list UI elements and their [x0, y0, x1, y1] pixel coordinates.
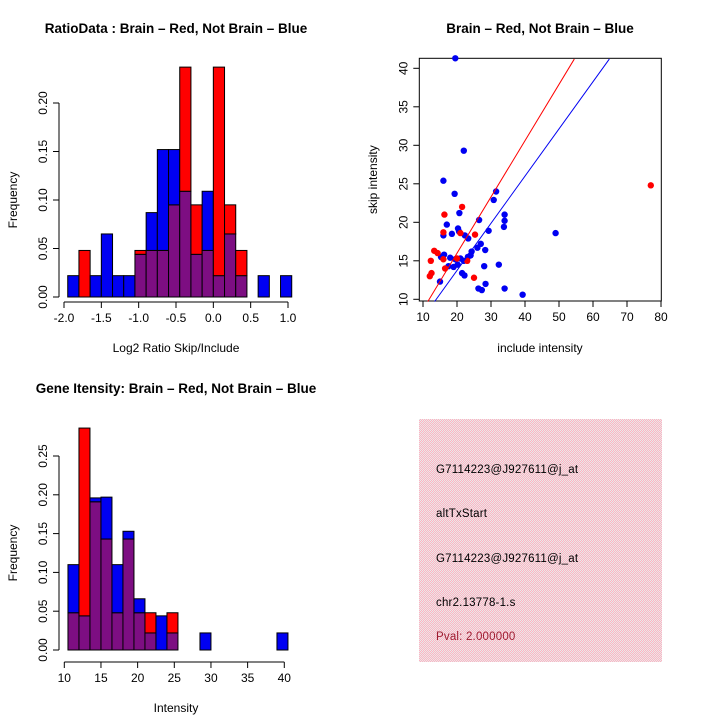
histogram-bar-overlap — [213, 276, 224, 297]
histogram-bar-overlap — [101, 539, 112, 650]
x-tick-label: -1.5 — [90, 311, 112, 325]
histogram-bar-overlap — [90, 502, 101, 650]
ratio-histogram-chart — [0, 0, 360, 360]
x-tick-label: 50 — [552, 310, 566, 324]
scatter-point-blue — [461, 272, 467, 278]
probe-id-line-1: G7114223@J927611@j_at — [436, 464, 579, 476]
scatter-point-red — [428, 270, 434, 276]
histogram-bar — [157, 150, 168, 251]
histogram-bar-overlap — [123, 539, 134, 650]
histogram-bar — [169, 150, 180, 205]
x-tick-label: 80 — [654, 310, 668, 324]
y-tick-label: 0.05 — [36, 599, 50, 623]
histogram-bar — [180, 67, 191, 191]
x-tick-label: 40 — [277, 671, 291, 685]
plot-title: Gene Itensity: Brain – Red, Not Brain – Blue — [35, 381, 317, 396]
histogram-bar — [236, 250, 247, 275]
y-tick-label: 0.10 — [36, 560, 50, 585]
histogram-bar-overlap — [202, 250, 213, 297]
y-tick-label: 0.00 — [36, 285, 50, 309]
histogram-bar — [225, 205, 236, 234]
scatter-point-blue — [501, 218, 507, 224]
histogram-bar-overlap — [146, 250, 157, 297]
scatter-point-blue — [496, 261, 502, 267]
pval-line: Pval: 2.000000 — [436, 631, 516, 643]
x-tick-label: 40 — [518, 310, 532, 324]
scatter-point-red — [648, 182, 654, 188]
histogram-bar — [101, 497, 112, 539]
x-tick-label: 60 — [586, 310, 600, 324]
scatter-point-red — [440, 229, 446, 235]
histogram-bar — [79, 250, 90, 297]
scatter-point-blue — [479, 287, 485, 293]
x-tick-label: 0.5 — [242, 311, 260, 325]
y-tick-label: 0.20 — [36, 483, 50, 507]
histogram-bar-overlap — [68, 613, 79, 650]
histogram-bar — [135, 250, 146, 254]
scatter-point-red — [440, 256, 446, 262]
panel-ratio-histogram — [0, 0, 360, 360]
histogram-bar — [191, 205, 202, 254]
scatter-point-blue — [482, 247, 488, 253]
scatter-point-blue — [451, 191, 457, 197]
histogram-bar — [90, 498, 101, 502]
plot-title: Brain – Red, Not Brain – Blue — [446, 21, 634, 36]
scatter-point-blue — [485, 228, 491, 234]
histogram-bar — [68, 276, 79, 297]
y-tick-label: 10 — [396, 292, 411, 306]
histogram-bar — [213, 67, 224, 276]
histogram-bar-overlap — [169, 205, 180, 297]
y-tick-label: 30 — [396, 138, 411, 152]
intensity-scatter-chart — [360, 0, 720, 360]
histogram-bar-overlap — [145, 633, 156, 650]
y-axis-label: Frequency — [6, 171, 20, 229]
y-tick-label: 0.05 — [36, 236, 50, 261]
histogram-bar-overlap — [134, 613, 145, 650]
histogram-bar — [281, 276, 292, 297]
x-axis-label: Log2 Ratio Skip/Include — [112, 341, 240, 355]
scatter-point-blue — [440, 178, 446, 184]
y-axis-label: Frequency — [6, 524, 20, 582]
fit-line-blue — [435, 59, 610, 302]
y-tick-label: 25 — [396, 177, 411, 191]
locus-line: chr2.13778-1.s — [436, 597, 516, 609]
histogram-bar — [101, 234, 112, 297]
probe-id-line-2: G7114223@J927611@j_at — [436, 553, 579, 565]
y-tick-label: 0.15 — [36, 521, 50, 546]
histogram-bar-overlap — [112, 613, 123, 650]
panel-intensity-scatter — [360, 0, 720, 360]
scatter-point-red — [457, 230, 463, 236]
histogram-bar-overlap — [236, 276, 247, 297]
x-tick-label: 30 — [484, 310, 498, 324]
scatter-point-blue — [452, 55, 458, 61]
scatter-point-blue — [501, 211, 507, 217]
x-axis-label: include intensity — [497, 341, 583, 355]
x-tick-label: 20 — [130, 671, 145, 685]
histogram-bar — [112, 565, 123, 613]
x-tick-label: 20 — [450, 310, 464, 324]
scatter-point-blue — [456, 210, 462, 216]
x-tick-label: 35 — [240, 671, 255, 685]
x-tick-label: 0.0 — [204, 311, 222, 325]
histogram-bar — [113, 276, 124, 297]
histogram-bar-overlap — [180, 191, 191, 297]
x-tick-label: 10 — [416, 310, 430, 324]
y-tick-label: 0.25 — [36, 444, 50, 468]
histogram-bar — [202, 191, 213, 250]
x-tick-label: -2.0 — [53, 311, 75, 325]
y-tick-label: 20 — [396, 215, 411, 229]
scatter-point-blue — [519, 291, 525, 297]
scatter-point-blue — [491, 197, 497, 203]
histogram-bar — [277, 633, 288, 650]
histogram-bar-overlap — [167, 633, 178, 650]
y-tick-label: 0.10 — [36, 188, 50, 212]
scatter-point-blue — [501, 224, 507, 230]
x-tick-label: 10 — [57, 671, 71, 685]
panel-gene-intensity-histogram — [0, 360, 360, 720]
event-type-line: altTxStart — [436, 508, 488, 520]
histogram-bar-overlap — [191, 254, 202, 297]
scatter-point-red — [464, 258, 470, 264]
scatter-point-blue — [552, 230, 558, 236]
x-tick-label: 30 — [204, 671, 218, 685]
y-tick-label: 15 — [396, 254, 411, 268]
histogram-bar — [167, 613, 178, 633]
histogram-bar — [145, 613, 156, 633]
histogram-bar — [258, 276, 269, 297]
x-tick-label: 70 — [620, 310, 634, 324]
histogram-bar — [134, 599, 145, 613]
scatter-point-red — [434, 250, 440, 256]
y-tick-label: 0.20 — [36, 91, 50, 115]
histogram-bar — [200, 633, 211, 650]
scatter-point-red — [441, 211, 447, 217]
histogram-bar — [124, 276, 135, 297]
gene-info-card — [419, 419, 662, 662]
x-tick-label: -0.5 — [165, 311, 187, 325]
scatter-point-blue — [481, 263, 487, 269]
scatter-point-blue — [501, 285, 507, 291]
scatter-point-blue — [482, 281, 488, 287]
histogram-bar — [79, 428, 90, 616]
histogram-bar-overlap — [79, 616, 90, 650]
y-axis-label: skip intensity — [366, 145, 380, 215]
scatter-point-red — [472, 231, 478, 237]
scatter-point-blue — [449, 231, 455, 237]
plot-title: RatioData : Brain – Red, Not Brain – Blue — [44, 21, 308, 36]
histogram-bar-overlap — [225, 234, 236, 297]
y-tick-label: 40 — [396, 61, 411, 75]
y-tick-label: 35 — [396, 100, 411, 114]
histogram-bar — [123, 531, 134, 539]
histogram-bar — [146, 213, 157, 251]
histogram-bar-overlap — [135, 254, 146, 297]
x-tick-label: 15 — [94, 671, 108, 685]
scatter-point-red — [471, 275, 477, 281]
x-tick-label: -1.0 — [128, 311, 150, 325]
panel-gene-info — [360, 360, 720, 720]
scatter-point-red — [428, 258, 434, 264]
x-axis-label: Intensity — [153, 701, 199, 715]
histogram-bar-overlap — [157, 250, 168, 297]
y-tick-label: 0.00 — [36, 638, 50, 662]
histogram-bar — [156, 616, 167, 650]
histogram-bar — [68, 565, 79, 613]
y-tick-label: 0.15 — [36, 139, 50, 164]
gene-intensity-histogram-chart — [0, 360, 360, 720]
histogram-bar — [90, 276, 101, 297]
scatter-point-red — [459, 204, 465, 210]
x-tick-label: 25 — [167, 671, 181, 685]
scatter-point-blue — [444, 221, 450, 227]
x-tick-label: 1.0 — [279, 311, 297, 325]
scatter-point-blue — [461, 147, 467, 153]
